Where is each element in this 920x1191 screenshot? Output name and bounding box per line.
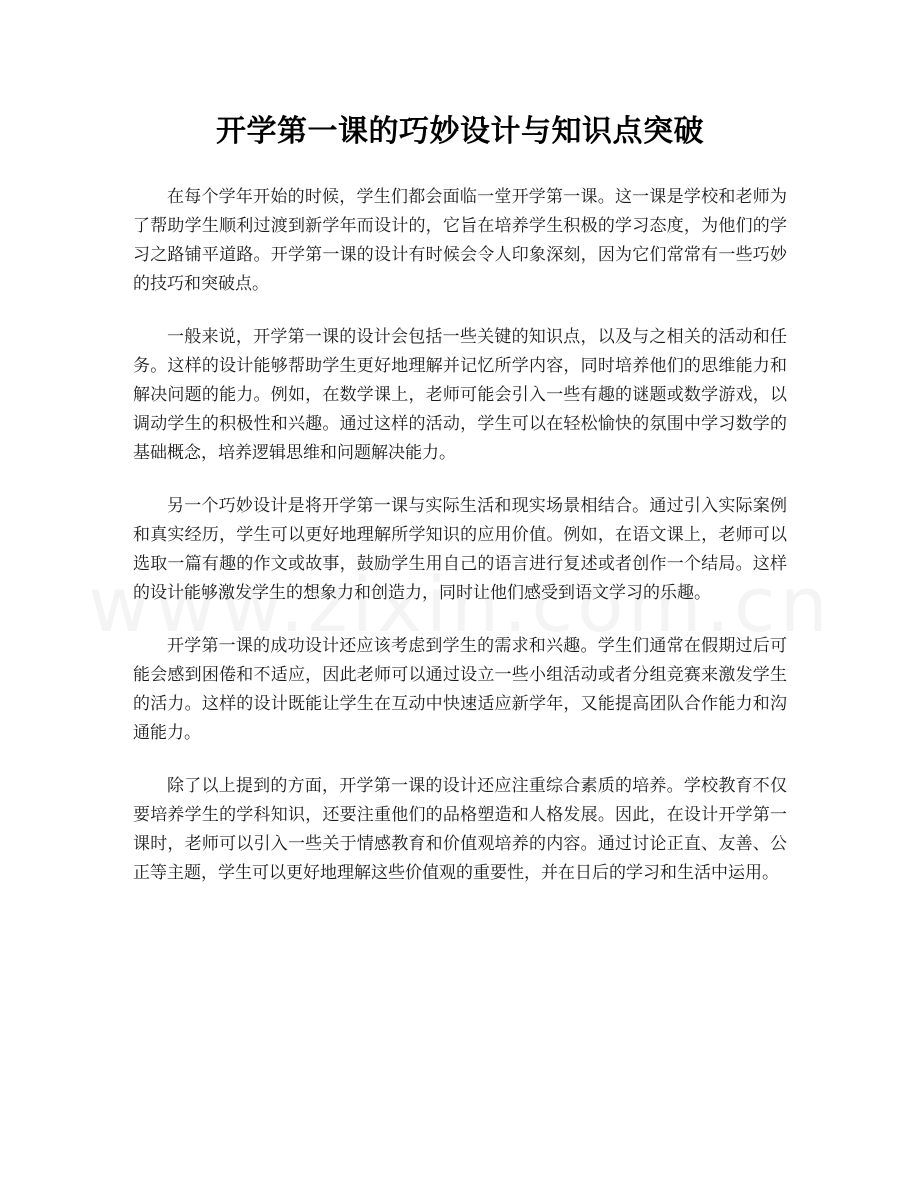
paragraph-3: 另一个巧妙设计是将开学第一课与实际生活和现实场景相结合。通过引入实际案例和真实经历，学生可以更好地理解所学知识的应用价值。例如，在语文课上，老师可以选取一篇有趣的作文或故事，鼓励学生用自己的语言进行复述或者创作一个结局。这样的设计能够激发学生的想象力和创造力，同时让他们感受到语文学习的乐趣。: [133, 496, 787, 603]
paragraph-5: 除了以上提到的方面，开学第一课的设计还应注重综合素质的培养。学校教育不仅要培养学生的学科知识，还要注重他们的品格塑造和人格发展。因此，在设计开学第一课时，老师可以引入一些关于情感教育和价值观培养的内容。通过讨论正直、友善、公正等主题，学生可以更好地理解这些价值观的重要性，并在日后的学习和生活中运用。: [133, 776, 787, 883]
page-title: 开学第一课的巧妙设计与知识点突破: [216, 114, 704, 149]
paragraph-4: 开学第一课的成功设计还应该考虑到学生的需求和兴趣。学生们通常在假期过后可能会感到困倦和不适应，因此老师可以通过设立一些小组活动或者分组竞赛来激发学生的活力。这样的设计既能让学生在互动中快速适应新学年，又能提高团队合作能力和沟通能力。: [133, 636, 787, 743]
paragraph-2: 一般来说，开学第一课的设计会包括一些关键的知识点，以及与之相关的活动和任务。这样的设计能够帮助学生更好地理解并记忆所学内容，同时培养他们的思维能力和解决问题的能力。例如，在数学课上，老师可能会引入一些有趣的谜题或数学游戏，以调动学生的积极性和兴趣。通过这样的活动，学生可以在轻松愉快的氛围中学习数学的基础概念，培养逻辑思维和问题解决能力。: [133, 327, 787, 463]
paragraph-1: 在每个学年开始的时候，学生们都会面临一堂开学第一课。这一课是学校和老师为了帮助学生顺利过渡到新学年而设计的，它旨在培养学生积极的学习态度，为他们的学习之路铺平道路。开学第一课的设计有时候会令人印象深刻，因为它们常常有一些巧妙的技巧和突破点。: [133, 187, 787, 294]
document-body: [133, 183, 787, 912]
